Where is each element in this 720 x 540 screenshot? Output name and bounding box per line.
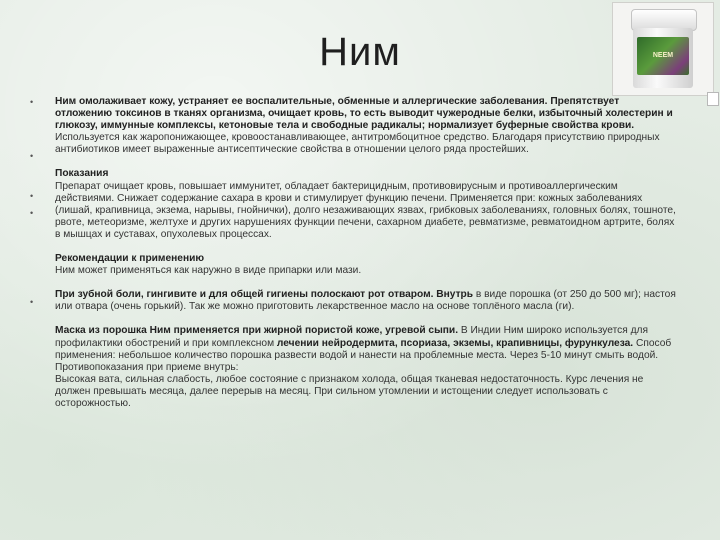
recommendations-text: Ним может применяться как наружно в виде припарки или мази. bbox=[55, 265, 362, 277]
slide-title: Ним bbox=[319, 30, 401, 74]
contraindications-heading: Противопоказания при приеме внутрь: bbox=[55, 361, 239, 373]
product-jar-image bbox=[612, 2, 714, 96]
toothache-text: в виде порошка (от 250 до 500 мг); настоя или отвара (очень горький). Так же можно приготовить лекарственное масло на основе топлёного масла (ги). bbox=[55, 289, 676, 313]
indications-text: Препарат очищает кровь, повышает иммунитет, обладает бактерицидным, противовирусным и противоаллергическим действиями. Снижает содержание сахара в крови и стимулирует функцию печени. Применяется при: кожных заболеваниях (лишай, крапивница, экзема, нарывы, гнойнички), долго незаживающих язвах, грибковых заболеваниях, головных болях, тошноте, рвоте, метеоризме, желтухе и других нарушениях функции печени, сахарном диабете, ревматизме, ревматоидном артрите, болях в мышцах и суставах, опухолевых процессах. bbox=[55, 180, 676, 240]
bullet: • bbox=[30, 97, 34, 107]
mask-bold-1: Маска из порошка Ним применяется при жирной пористой коже, угревой сыпи. bbox=[55, 325, 459, 337]
bullet: • bbox=[30, 191, 34, 201]
page-icon bbox=[707, 92, 719, 106]
bullet: • bbox=[30, 297, 34, 307]
bullet: • bbox=[30, 151, 34, 161]
toothache-bold: При зубной боли, гингивите и для общей гигиены полоскают рот отваром. Внутрь bbox=[55, 289, 474, 301]
intro-paragraph: Ним омолаживает кожу, устраняет ее воспалительные, обменные и аллергические заболевания. Препятствует отложению токсинов в тканях организма, очищает кровь, то есть выводит чужеродные белки, избыточный холестерин и глюкозу, иммунные комплексы, кетоновые тела и свободные радикалы; нормализует буферные свойства крови. bbox=[55, 96, 673, 132]
recommendations-heading: Рекомендации к применению bbox=[55, 253, 205, 265]
jar-label-text: NEEM bbox=[652, 52, 674, 59]
slide-content bbox=[55, 96, 677, 410]
contraindications-text: Высокая вата, сильная слабость, любое состояние с признаком холода, общая тканевая недостаточность. Курс лечения не должен превышать месяца, далее перерыв на месяц. При сильном утомлении и истощении следует использовать с осторожностью. bbox=[55, 373, 644, 409]
indications-heading: Показания bbox=[55, 168, 109, 180]
bullet: • bbox=[30, 208, 34, 218]
mask-text-1: В Индии Ним широко используется для профилактики обострений и при комплексном bbox=[55, 325, 648, 349]
mask-bold-2: лечении нейродермита, псориаза, экземы, крапивницы, фурункулеза. bbox=[276, 337, 634, 349]
toothache-paragraph bbox=[55, 289, 677, 313]
mask-paragraph bbox=[55, 325, 677, 361]
mask-text-2: Способ применения: небольшое количество порошка развести водой и нанести на проблемные места. Через 5-10 минут смыть водой. bbox=[55, 337, 672, 361]
usage-paragraph: Используется как жаропонижающее, кровоостанавливающее, антитромбоцитное средство. Благодаря присутствию природных антибиотиков имеет выраженные антисептические свойства в отношении целого ряда простейших. bbox=[55, 132, 660, 156]
